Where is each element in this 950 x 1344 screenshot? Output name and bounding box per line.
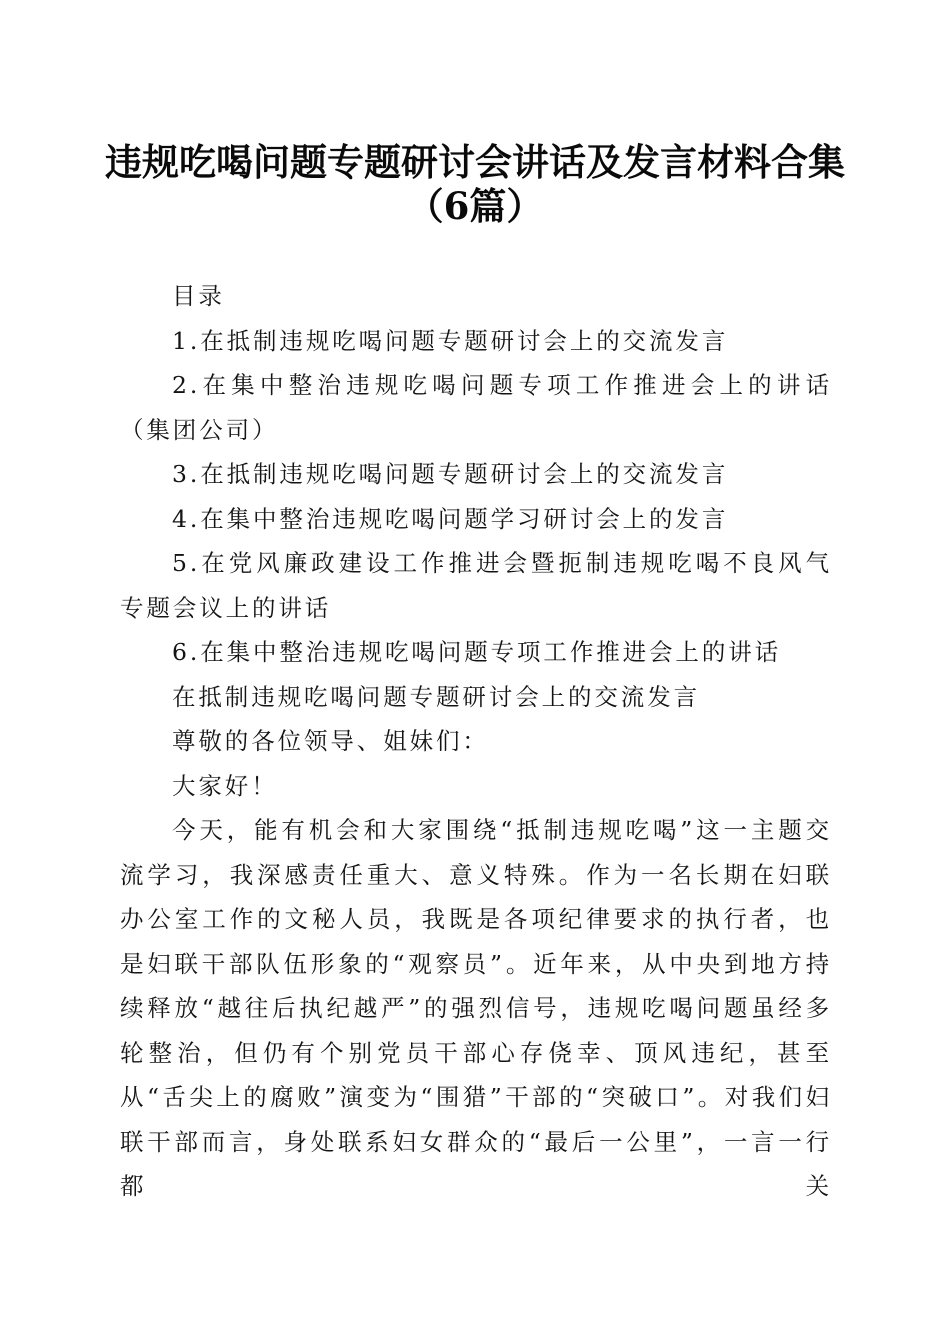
salutation: 尊敬的各位领导、姐妹们： [172,727,489,755]
toc-item-2: 2.在集中整治违规吃喝问题专项工作推进会上的讲话（集团公司） [120,371,832,444]
greeting: 大家好！ [172,771,278,800]
toc-heading: 目录 [172,282,225,310]
document-body [120,274,832,1209]
body-paragraph: 今天，能有机会和大家围绕“抵制违规吃喝”这一主题交流学习，我深感责任重大、意义特殊。作为一名长期在妇联办公室工作的文秘人员，我既是各项纪律要求的执行者，也是妇联干部队伍形象的“观察员”。近年来，从中央到地方持续释放“越往后执纪越严”的强烈信号，违规吃喝问题虽经多轮整治，但仍有个别党员干部心存侥幸、顶风违纪，甚至从“舌尖上的腐败”演变为“围猎”干部的“突破口”。对我们妇联干部而言，身处联系妇女群众的“最后一公里”，一言一行都关 [120,816,832,1200]
document-title: 违规吃喝问题专题研讨会讲话及发言材料合集 [105,140,845,184]
document-title-count: （6篇） [406,184,544,228]
toc-item-4: 4.在集中整治违规吃喝问题学习研讨会上的发言 [172,504,729,533]
toc-item-1: 1.在抵制违规吃喝问题专题研讨会上的交流发言 [172,326,729,355]
toc-item-3: 3.在抵制违规吃喝问题专题研讨会上的交流发言 [172,460,729,488]
section-title: 在抵制违规吃喝问题专题研讨会上的交流发言 [172,682,700,711]
toc-item-6: 6.在集中整治违规吃喝问题专项工作推进会上的讲话 [172,638,782,666]
toc-item-5: 5.在党风廉政建设工作推进会暨扼制违规吃喝不良风气专题会议上的讲话 [120,549,832,622]
